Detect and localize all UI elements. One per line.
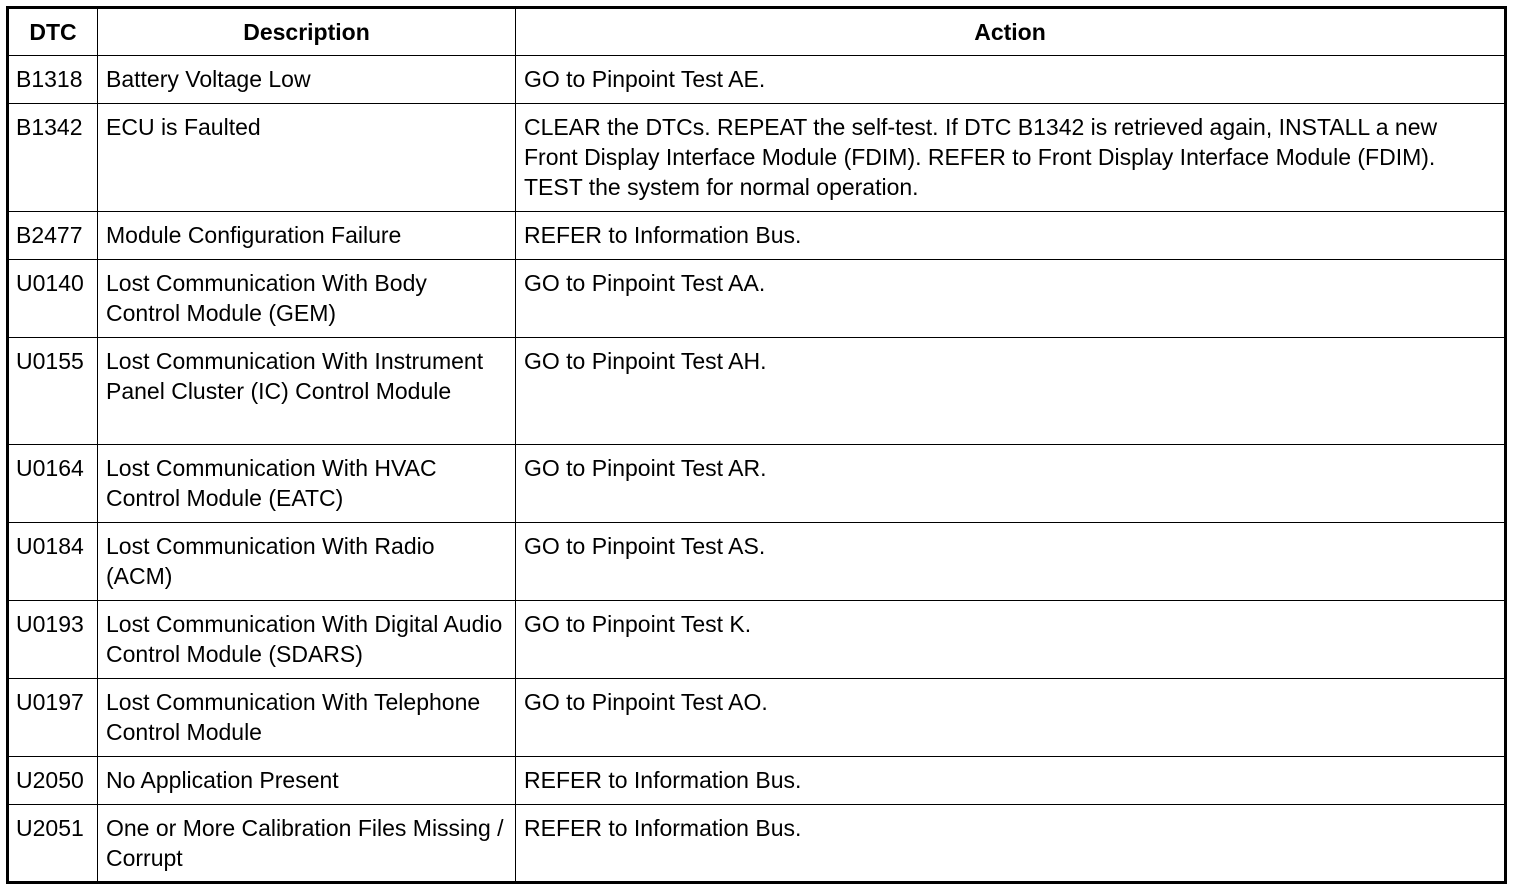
description-cell: Lost Communication With Instrument Panel Cluster (IC) Control Module <box>98 338 516 445</box>
dtc-code-cell: U2050 <box>8 757 98 805</box>
table-row <box>8 805 1506 883</box>
description-cell: One or More Calibration Files Missing / Corrupt <box>98 805 516 883</box>
dtc-code-cell: B1318 <box>8 56 98 104</box>
table-row <box>8 601 1506 679</box>
action-cell: GO to Pinpoint Test AH. <box>516 338 1506 445</box>
table-row <box>8 338 1506 445</box>
description-cell: Lost Communication With Digital Audio Control Module (SDARS) <box>98 601 516 679</box>
table-row <box>8 757 1506 805</box>
dtc-code-cell: U0164 <box>8 445 98 523</box>
dtc-code-cell: U2051 <box>8 805 98 883</box>
header-action: Action <box>516 8 1506 56</box>
description-cell: Lost Communication With Radio (ACM) <box>98 523 516 601</box>
dtc-code-cell: U0184 <box>8 523 98 601</box>
dtc-code-cell: U0193 <box>8 601 98 679</box>
dtc-code-cell: U0197 <box>8 679 98 757</box>
table-row <box>8 56 1506 104</box>
action-cell: REFER to Information Bus. <box>516 757 1506 805</box>
description-cell: Module Configuration Failure <box>98 212 516 260</box>
action-cell: GO to Pinpoint Test AA. <box>516 260 1506 338</box>
table-row <box>8 260 1506 338</box>
table-row <box>8 679 1506 757</box>
dtc-code-cell: U0155 <box>8 338 98 445</box>
table-row <box>8 445 1506 523</box>
action-cell: GO to Pinpoint Test AS. <box>516 523 1506 601</box>
action-cell: REFER to Information Bus. <box>516 212 1506 260</box>
description-cell: No Application Present <box>98 757 516 805</box>
action-cell: GO to Pinpoint Test AR. <box>516 445 1506 523</box>
action-cell: REFER to Information Bus. <box>516 805 1506 883</box>
dtc-table <box>6 6 1507 884</box>
description-cell: Lost Communication With HVAC Control Module (EATC) <box>98 445 516 523</box>
description-cell: Battery Voltage Low <box>98 56 516 104</box>
description-cell: ECU is Faulted <box>98 104 516 212</box>
header-description: Description <box>98 8 516 56</box>
dtc-code-cell: U0140 <box>8 260 98 338</box>
action-cell: CLEAR the DTCs. REPEAT the self-test. If DTC B1342 is retrieved again, INSTALL a new Front Display Interface Module (FDIM). REFER to Front Display Interface Module (FDIM). TEST the system for normal operation. <box>516 104 1506 212</box>
dtc-code-cell: B2477 <box>8 212 98 260</box>
table-row <box>8 523 1506 601</box>
description-cell: Lost Communication With Body Control Module (GEM) <box>98 260 516 338</box>
action-cell: GO to Pinpoint Test AO. <box>516 679 1506 757</box>
header-dtc: DTC <box>8 8 98 56</box>
table-row <box>8 212 1506 260</box>
action-cell: GO to Pinpoint Test AE. <box>516 56 1506 104</box>
description-cell: Lost Communication With Telephone Control Module <box>98 679 516 757</box>
dtc-code-cell: B1342 <box>8 104 98 212</box>
table-header-row <box>8 8 1506 56</box>
action-cell: GO to Pinpoint Test K. <box>516 601 1506 679</box>
table-row <box>8 104 1506 212</box>
